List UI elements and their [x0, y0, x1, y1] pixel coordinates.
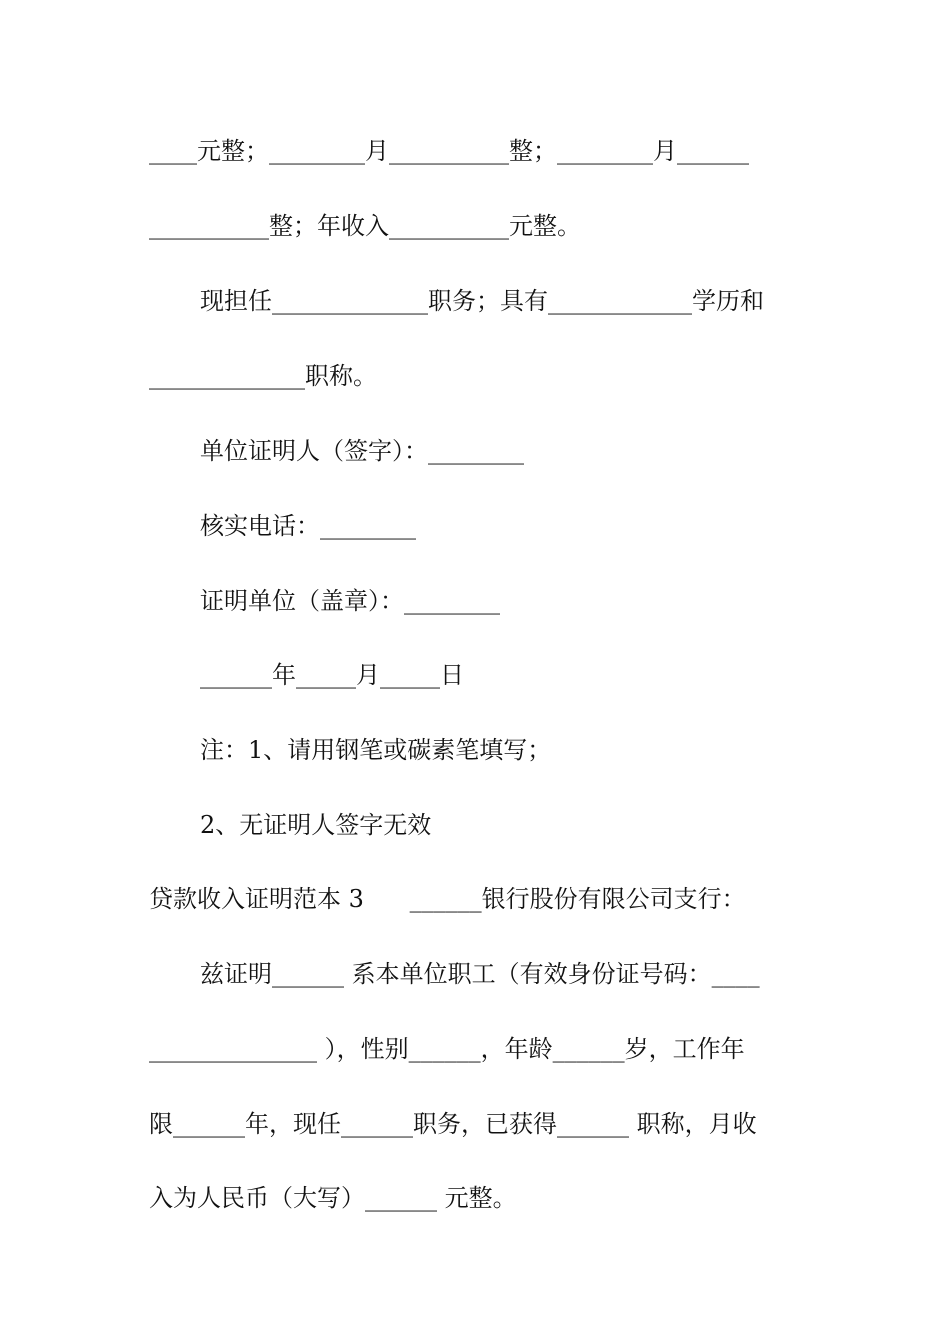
- certify-employee-line: 兹证明______ 系本单位职工（有效身份证号码：____: [200, 960, 760, 988]
- date-line: ______年_____月_____日: [200, 661, 464, 689]
- note-line-2: 2、无证明人签字无效: [200, 811, 432, 839]
- position-education-line: 现担任_____________职务；具有____________学历和: [200, 287, 764, 315]
- certifying-unit-seal-line: 证明单位（盖章）：________: [200, 587, 500, 615]
- template-3-heading-line: 贷款收入证明范本 3 ______银行股份有限公司支行：: [149, 885, 746, 913]
- unit-witness-signature-line: 单位证明人（签字）：________: [200, 437, 524, 465]
- income-amount-line: ____元整；________月__________整；________月______: [149, 137, 749, 165]
- monthly-income-line: 入为人民币（大写）______ 元整。: [149, 1184, 517, 1212]
- verification-phone-line: 核实电话：________: [200, 512, 416, 540]
- annual-income-line: __________整；年收入__________元整。: [149, 212, 581, 240]
- work-years-position-line: 限______年，现任______职务，已获得______ 职称，月收: [149, 1110, 757, 1138]
- gender-age-line: ______________ ），性别______，年龄______岁，工作年: [149, 1035, 745, 1063]
- note-line-1: 注：1、请用钢笔或碳素笔填写；: [200, 736, 552, 764]
- title-line: _____________职称。: [149, 362, 377, 390]
